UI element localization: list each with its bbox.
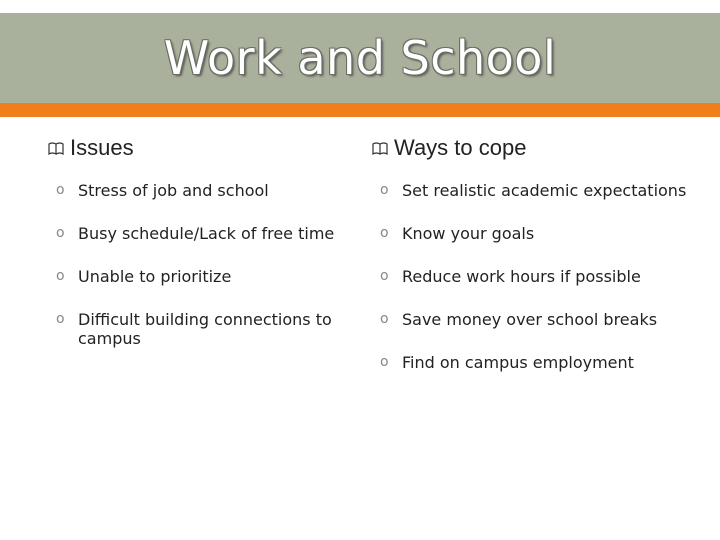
cope-heading xyxy=(372,134,692,162)
cope-heading-label: Ways to cope xyxy=(394,135,527,160)
issues-column xyxy=(48,134,348,372)
circle-bullet-icon: o xyxy=(56,182,65,198)
issues-heading-label: Issues xyxy=(70,135,134,160)
circle-bullet-icon: o xyxy=(56,225,65,241)
list-item: o Reduce work hours if possible xyxy=(380,267,641,286)
book-icon xyxy=(48,141,64,155)
circle-bullet-icon: o xyxy=(380,268,389,284)
circle-bullet-icon: o xyxy=(380,182,389,198)
cope-column xyxy=(372,134,692,396)
circle-bullet-icon: o xyxy=(380,311,389,327)
circle-bullet-icon: o xyxy=(380,225,389,241)
list-item: o Stress of job and school xyxy=(56,181,269,200)
list-item: o Busy schedule/Lack of free time xyxy=(56,224,335,243)
circle-bullet-icon: o xyxy=(56,268,65,284)
slide-title: Work and School xyxy=(163,31,557,85)
circle-bullet-icon: o xyxy=(56,311,65,327)
list-item: o Difficult building connections to campus xyxy=(56,310,332,348)
list-item: o Unable to prioritize xyxy=(56,267,232,286)
cope-list xyxy=(372,181,692,372)
issues-heading xyxy=(48,134,348,162)
book-icon xyxy=(372,141,388,155)
accent-divider xyxy=(0,103,720,117)
circle-bullet-icon: o xyxy=(380,354,389,370)
list-item: o Know your goals xyxy=(380,224,535,243)
list-item: o Find on campus employment xyxy=(380,353,634,372)
issues-list xyxy=(48,181,348,348)
list-item: o Save money over school breaks xyxy=(380,310,658,329)
list-item: o Set realistic academic expectations xyxy=(380,181,687,200)
